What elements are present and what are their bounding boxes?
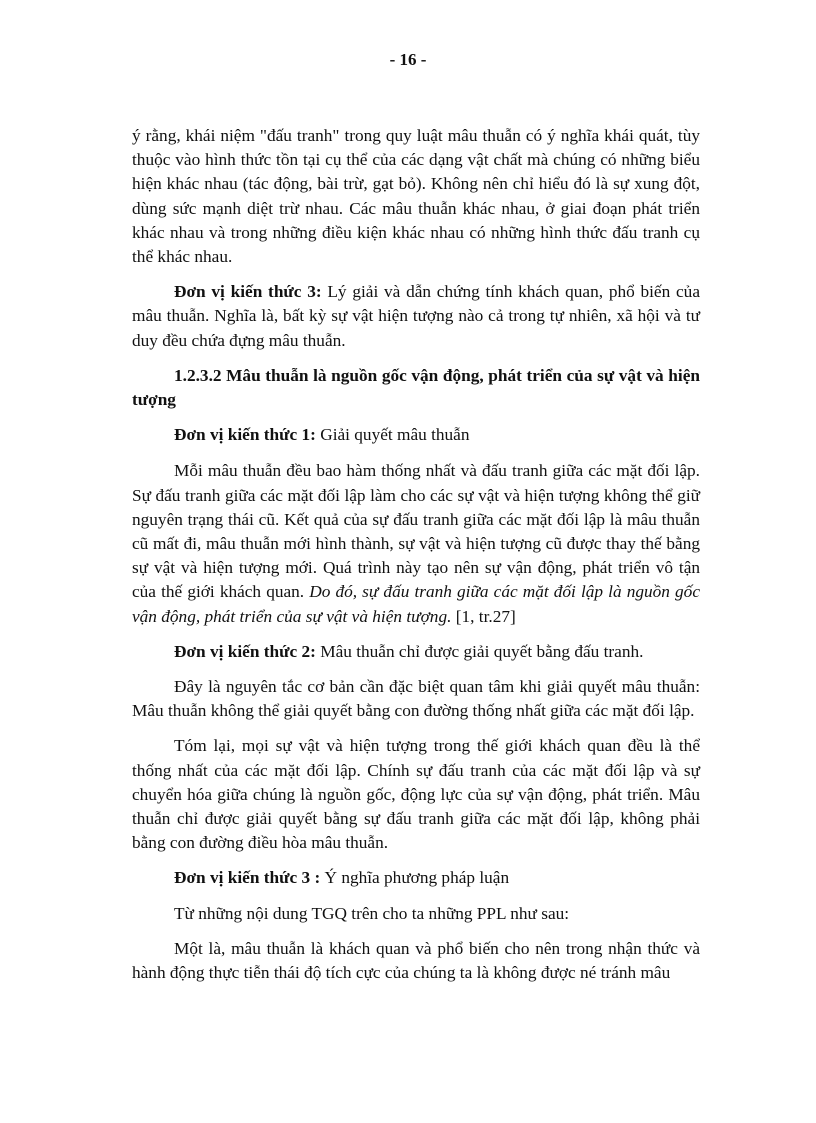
paragraph-summary: Tóm lại, mọi sự vật và hiện tượng trong thế giới khách quan đều là thể thống nhất của các mặt đối lập. Chính sự đấu tranh của các mặt đối lập và sự chuyển hóa giữa chúng là nguồn gốc, động lực của sự vận động, phát triển. Mâu thuẫn chỉ được giải quyết bằng sự đấu tranh giữa các mặt đối lập, không phải bằng con đường điều hòa mâu thuẫn.: [132, 736, 700, 853]
paragraph-intro: ý rằng, khái niệm "đấu tranh" trong quy luật mâu thuẫn có ý nghĩa khái quát, tùy thuộc vào hình thức tồn tại cụ thể của các dạng vật chất mà chúng có những biểu hiện khác nhau (tác động, bài trừ, gạt bỏ). Không nên chỉ hiểu đó là sự xung đột, dùng sức mạnh diệt trừ nhau. Các mâu thuẫn khác nhau, ở giai đoạn phát triển khác nhau và trong những điều kiện khác nhau có những hình thức đấu tranh cụ thể khác nhau.: [132, 126, 700, 267]
paragraph-first-point: Một là, mâu thuẫn là khách quan và phổ biến cho nên trong nhận thức và hành động thực tiễn thái độ tích cực của chúng ta là không được né tránh mâu: [132, 938, 700, 983]
knowledge-unit-text: Ý nghĩa phương pháp luận: [320, 868, 510, 888]
knowledge-unit-text: Giải quyết mâu thuẫn: [315, 425, 470, 445]
section-heading: 1.2.3.2 Mâu thuẫn là nguồn gốc vận động, phát triển của sự vật và hiện tượng: [132, 365, 700, 410]
page-number: - 16 -: [389, 50, 427, 69]
paragraph-contradiction-body: [132, 459, 700, 628]
citation: [1, tr.27]: [451, 606, 516, 626]
paragraph-knowledge-unit-3a: [132, 280, 700, 353]
paragraph-principle: Đây là nguyên tắc cơ bản cần đặc biệt quan tâm khi giải quyết mâu thuẫn: Mâu thuẫn không thể giải quyết bằng con đường thống nhất giữa các mặt đối lập.: [132, 677, 700, 721]
knowledge-unit-text: Mâu thuẫn chỉ được giải quyết bằng đấu tranh.: [315, 641, 644, 661]
knowledge-unit-text: Lý giải và dẫn chứng tính khách quan, phổ biến của mâu thuẫn. Nghĩa là, bất kỳ sự vật hiện tượng nào cả trong tự nhiên, xã hội và tư duy đều chứa đựng mâu thuẫn.: [132, 282, 700, 350]
knowledge-unit-label: Đơn vị kiến thức 3 :: [174, 868, 321, 888]
paragraph-knowledge-unit-1: [132, 423, 700, 447]
paragraph-knowledge-unit-2: [132, 640, 700, 664]
document-body: [132, 124, 700, 996]
paragraph-methodology-intro: Từ những nội dung TGQ trên cho ta những PPL như sau:: [174, 903, 570, 923]
body-text: Mỗi mâu thuẫn đều bao hàm thống nhất và đấu tranh giữa các mặt đối lập. Sự đấu tranh giữa các mặt đối lập làm cho các sự vật và hiện tượng không thể giữ nguyên trạng thái cũ. Kết quả của sự đấu tranh giữa các mặt đối lập là mâu thuẫn cũ mất đi, mâu thuẫn mới hình thành, sự vật và hiện tượng cũ được thay thế bằng sự vật và hiện tượng mới. Quá trình này tạo nên sự vận động, phát triển vô tận của thế giới khách quan.: [132, 461, 700, 602]
italic-conclusion: Do đó, sự đấu tranh giữa các mặt đối lập là nguồn gốc vận động, phát triển của sự vật và hiện tượng.: [132, 582, 700, 626]
knowledge-unit-label: Đơn vị kiến thức 1:: [174, 425, 316, 445]
knowledge-unit-label: Đơn vị kiến thức 3:: [174, 282, 322, 302]
paragraph-knowledge-unit-3b: [132, 866, 700, 890]
knowledge-unit-label: Đơn vị kiến thức 2:: [174, 641, 316, 661]
